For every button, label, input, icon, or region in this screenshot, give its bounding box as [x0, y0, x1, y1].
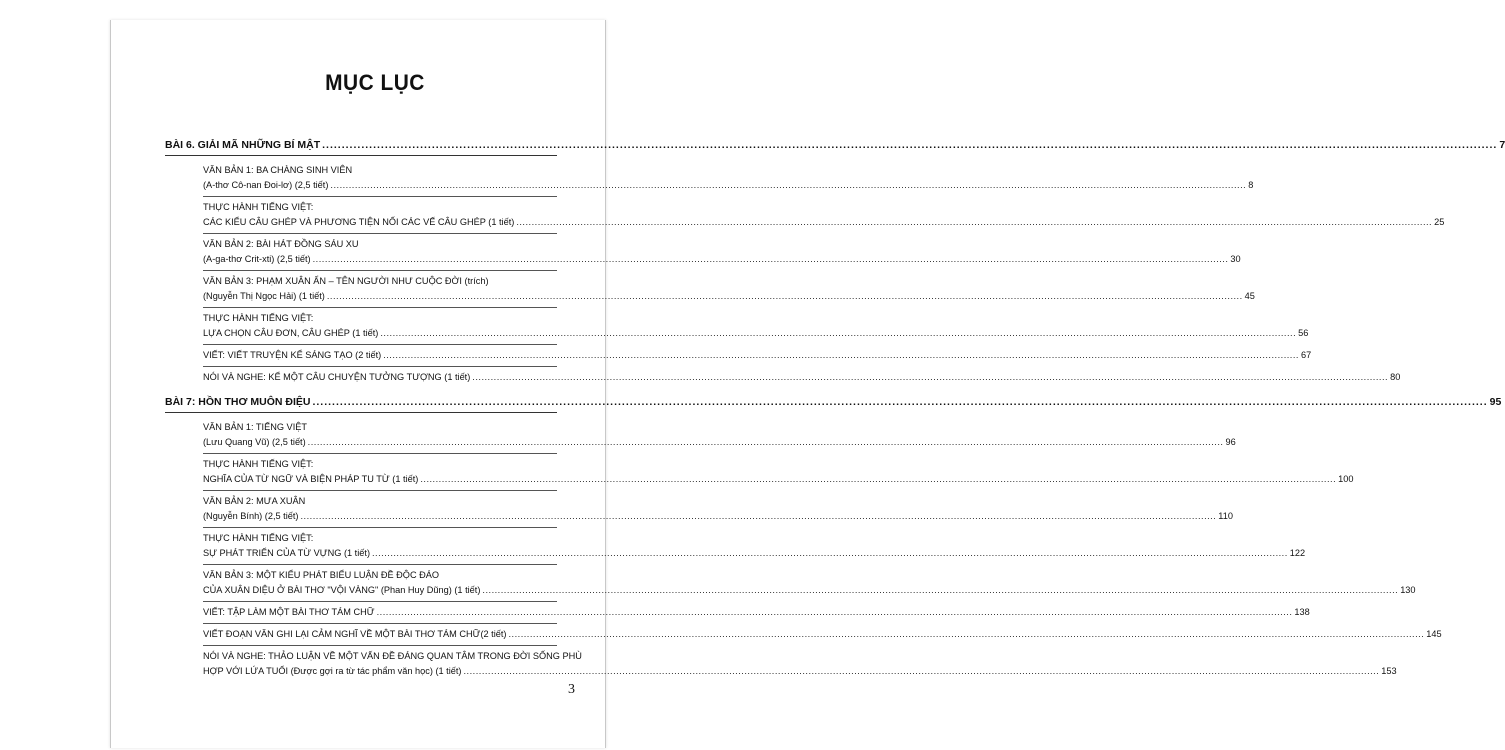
toc-entry-page-number: 8: [1248, 180, 1254, 190]
section-heading-label: BÀI 7: HỒN THƠ MUÔN ĐIỆU: [165, 396, 311, 408]
toc-entry-line: [203, 649, 582, 664]
toc-entry-line: [203, 311, 557, 326]
toc-entry: [203, 417, 1236, 454]
toc-entry: [203, 454, 1354, 491]
section-heading: [165, 135, 1505, 155]
section-heading-label: BÀI 6. GIẢI MÃ NHỮNG BÍ MẬT: [165, 139, 321, 151]
toc-entry: [203, 197, 1445, 234]
leader-dots: ............................................................................................................................................................................................................................................................................................................: [372, 548, 1288, 558]
toc-entry-page-number: 67: [1300, 350, 1312, 360]
toc-entry-line: [203, 200, 557, 215]
toc-entry-line: [203, 605, 1310, 620]
leader-dots: ............................................................................................................................................................................................................................................................................................................: [508, 629, 1425, 639]
leader-dots: ............................................................................................................................................................................................................................................................................................................: [312, 254, 1229, 264]
toc-entry-page-number: 100: [1338, 474, 1354, 484]
toc-entry-text: (Nguyễn Bính) (2,5 tiết): [203, 511, 299, 521]
toc-entry-line: [203, 370, 1401, 385]
toc-entry-line: [203, 435, 1236, 450]
toc-entry-page-number: 153: [1381, 666, 1397, 676]
toc-entry-page-number: 30: [1230, 254, 1241, 264]
toc-entry: [203, 367, 1401, 388]
toc-entry-line: [203, 583, 1416, 598]
toc-entry-line: [203, 472, 1354, 487]
toc-entry-line: [203, 178, 1254, 193]
toc-entry-page-number: 145: [1426, 629, 1442, 639]
toc-entry-line: [203, 252, 1241, 267]
toc-entry-text: NÓI VÀ NGHE: THẢO LUẬN VỀ MỘT VẤN ĐỀ ĐÁNG QUAN TÂM TRONG ĐỜI SỐNG PHÙ: [203, 651, 582, 661]
section-page-number: 95: [1489, 396, 1502, 408]
toc-entry-text: VIẾT ĐOẠN VĂN GHI LẠI CẢM NGHĨ VỀ MỘT BÀI THƠ TÁM CHỮ(2 tiết): [203, 629, 507, 639]
section-rule: [165, 412, 557, 413]
toc-entry: [203, 528, 1306, 565]
toc-entry-text: LỰA CHỌN CÂU ĐƠN, CÂU GHÉP (1 tiết): [203, 328, 379, 338]
section-entries: [165, 160, 1445, 388]
toc-entry-line: [203, 568, 557, 583]
leader-dots: ............................................................................................................................................................................................................................................................................................................: [312, 396, 1488, 408]
toc-entry: [203, 624, 1442, 646]
toc-entry-page-number: 122: [1289, 548, 1306, 558]
toc-entry-text: THỰC HÀNH TIẾNG VIỆT:: [203, 313, 314, 323]
toc-entry-page-number: 45: [1244, 291, 1255, 301]
toc-entry-text: VĂN BẢN 1: BA CHÀNG SINH VIÊN: [203, 165, 353, 175]
leader-dots: ............................................................................................................................................................................................................................................................................................................: [326, 291, 1243, 301]
toc-entry-text: VĂN BẢN 2: BÀI HÁT ĐỒNG SÁU XU: [203, 239, 359, 249]
toc-entry-line: [203, 509, 1233, 524]
leader-dots: ............................................................................................................................................................................................................................................................................................................: [472, 372, 1389, 382]
leader-dots: ............................................................................................................................................................................................................................................................................................................: [322, 139, 1498, 151]
toc-entry-text: (Nguyễn Thị Ngọc Hải) (1 tiết): [203, 291, 325, 301]
toc-entry-page-number: 130: [1400, 585, 1416, 595]
toc-entry-text: THỰC HÀNH TIẾNG VIỆT:: [203, 459, 314, 469]
toc-entry: [203, 491, 1233, 528]
leader-dots: ............................................................................................................................................................................................................................................................................................................: [463, 666, 1380, 676]
toc-entry-text: VĂN BẢN 1: TIẾNG VIỆT: [203, 422, 307, 432]
toc-entry-page-number: 56: [1298, 328, 1309, 338]
toc-entry-text: HỢP VỚI LỨA TUỔI (Được gợi ra từ tác phẩm văn học) (1 tiết): [203, 666, 462, 676]
toc-entry-page-number: 80: [1390, 372, 1401, 382]
section-heading: [165, 392, 1502, 412]
table-of-contents: [165, 135, 1505, 686]
toc-entry-line: [203, 326, 1309, 341]
toc-entry-text: VIẾT: TẬP LÀM MỘT BÀI THƠ TÁM CHỮ: [203, 607, 375, 617]
leader-dots: ............................................................................................................................................................................................................................................................................................................: [300, 511, 1217, 521]
toc-entry: [203, 271, 1255, 308]
leader-dots: ............................................................................................................................................................................................................................................................................................................: [420, 474, 1337, 484]
toc-entry-text: SỰ PHÁT TRIỂN CỦA TỪ VỰNG (1 tiết): [203, 548, 370, 558]
toc-entry: [203, 345, 1312, 367]
leader-dots: ............................................................................................................................................................................................................................................................................................................: [376, 607, 1293, 617]
toc-entry: [203, 234, 1241, 271]
toc-entry-line: [203, 546, 1306, 561]
toc-entry-text: VĂN BẢN 2: MƯA XUÂN: [203, 496, 306, 506]
leader-dots: ............................................................................................................................................................................................................................................................................................................: [383, 350, 1299, 360]
toc-entry-line: [203, 664, 1397, 679]
toc-entry-line: [203, 348, 1312, 363]
toc-entry: [203, 565, 1416, 602]
toc-entry-page-number: 138: [1294, 607, 1310, 617]
toc-entry: [203, 160, 1254, 197]
page-title: MỤC LỤC: [325, 70, 425, 95]
toc-entry-text: VĂN BẢN 3: MỘT KIỂU PHÁT BIỂU LUẬN ĐỀ ĐỘC ĐÁO: [203, 570, 440, 580]
toc-entry-page-number: 25: [1434, 217, 1445, 227]
toc-entry-text: (A-ga-thơ Crit-xti) (2,5 tiết): [203, 254, 311, 264]
toc-entry: [203, 602, 1310, 624]
toc-entry-text: (Lưu Quang Vũ) (2,5 tiết): [203, 437, 306, 447]
toc-entry-line: [203, 237, 557, 252]
section-page-number: 7: [1499, 139, 1505, 151]
toc-entry-text: (A-thơ Cô-nan Đoi-lơ) (2,5 tiết): [203, 180, 329, 190]
toc-entry-text: NGHĨA CỦA TỪ NGỮ VÀ BIỆN PHÁP TU TỪ (1 tiết): [203, 474, 419, 484]
toc-entry-line: [203, 289, 1255, 304]
leader-dots: ............................................................................................................................................................................................................................................................................................................: [516, 217, 1433, 227]
toc-entry-line: [203, 494, 557, 509]
toc-entry-line: [203, 457, 557, 472]
toc-entry-text: NÓI VÀ NGHE: KỂ MỘT CÂU CHUYỆN TƯỞNG TƯỢNG (1 tiết): [203, 372, 471, 382]
toc-entry-line: [203, 163, 557, 178]
toc-entry: [203, 646, 1397, 682]
toc-entry-line: [203, 531, 557, 546]
section-entries: [165, 417, 1442, 682]
leader-dots: ............................................................................................................................................................................................................................................................................................................: [482, 585, 1399, 595]
leader-dots: ............................................................................................................................................................................................................................................................................................................: [380, 328, 1297, 338]
toc-entry: [203, 308, 1309, 345]
section-rule: [165, 155, 557, 156]
page-number: 3: [568, 682, 575, 697]
toc-entry-text: CÁC KIỂU CÂU GHÉP VÀ PHƯƠNG TIỆN NỐI CÁC VẾ CÂU GHÉP (1 tiết): [203, 217, 515, 227]
toc-entry-line: [203, 274, 557, 289]
toc-entry-page-number: 110: [1218, 511, 1233, 521]
toc-entry-line: [203, 215, 1445, 230]
toc-entry-text: CỦA XUÂN DIỆU Ở BÀI THƠ "VỘI VÀNG" (Phan Huy Dũng) (1 tiết): [203, 585, 481, 595]
leader-dots: ............................................................................................................................................................................................................................................................................................................: [330, 180, 1247, 190]
toc-entry-text: VIẾT: VIẾT TRUYỆN KỂ SÁNG TẠO (2 tiết): [203, 350, 382, 360]
toc-entry-line: [203, 420, 557, 435]
toc-entry-text: THỰC HÀNH TIẾNG VIỆT:: [203, 202, 314, 212]
toc-entry-text: THỰC HÀNH TIẾNG VIỆT:: [203, 533, 314, 543]
toc-entry-line: [203, 627, 1442, 642]
toc-entry-text: VĂN BẢN 3: PHẠM XUÂN ẨN – TÊN NGƯỜI NHƯ CUỘC ĐỜI (trích): [203, 276, 489, 286]
leader-dots: ............................................................................................................................................................................................................................................................................................................: [307, 437, 1224, 447]
toc-entry-page-number: 96: [1225, 437, 1236, 447]
